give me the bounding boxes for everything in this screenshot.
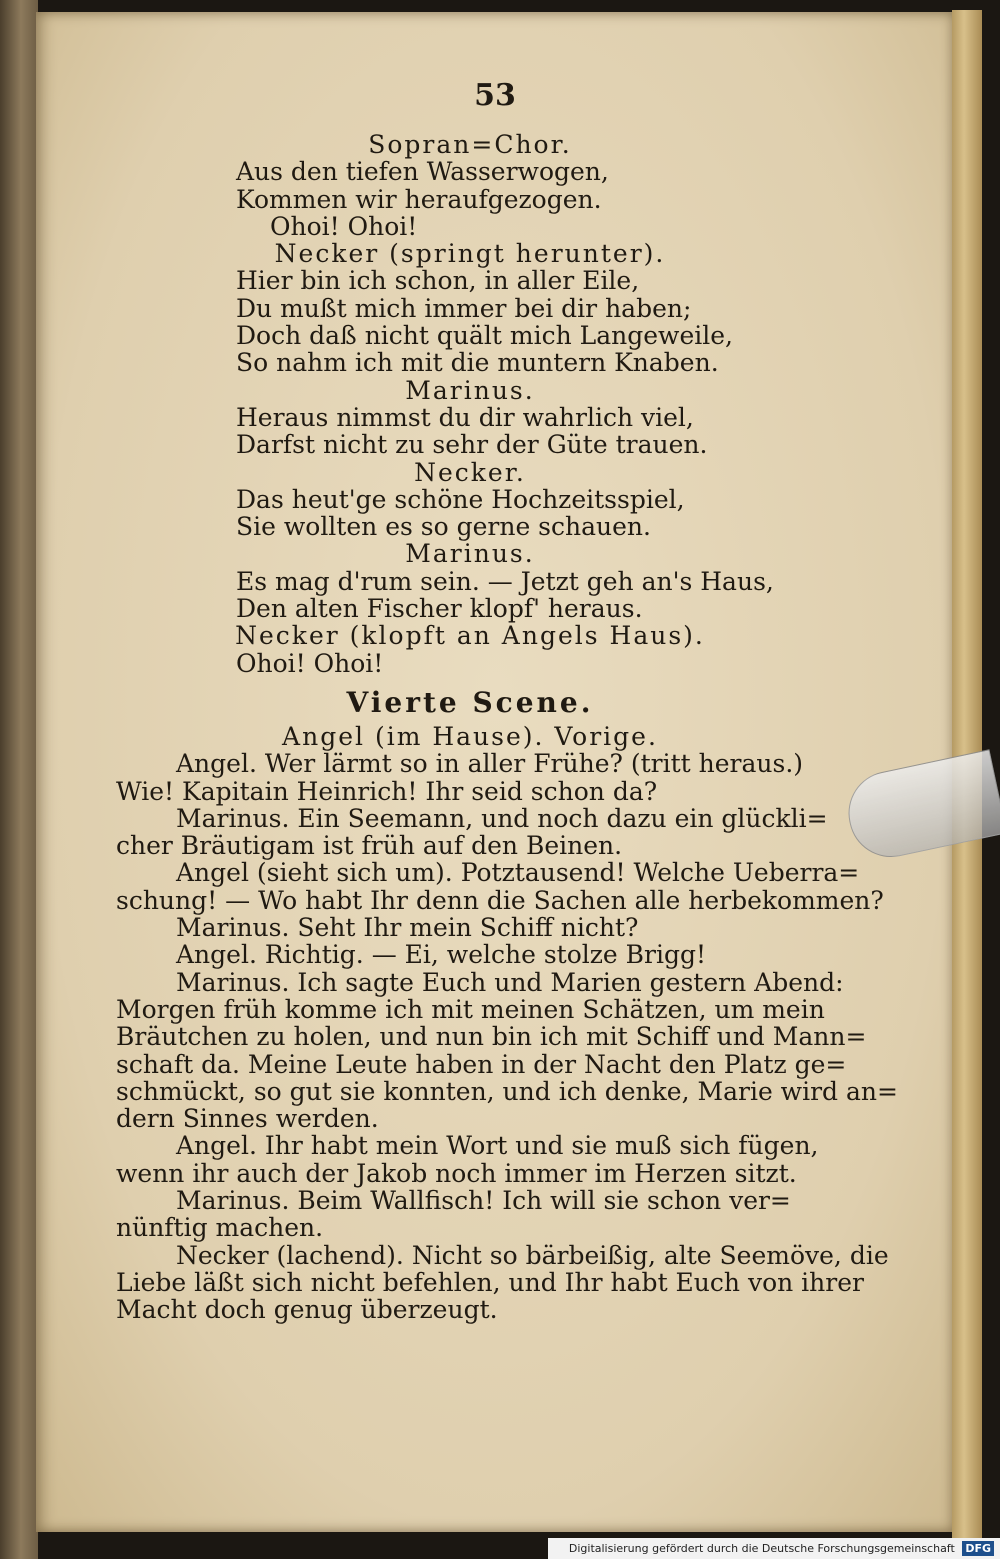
text-line: So nahm ich mit die muntern Knaben. <box>236 348 719 378</box>
text-line: Das heut'ge schöne Hochzeitsspiel, <box>236 484 685 514</box>
footer-credit <box>548 1538 1000 1559</box>
text-line: Ohoi! Ohoi! <box>236 648 384 678</box>
page-number: 53 <box>474 78 516 113</box>
text-line: nünftig machen. <box>116 1213 324 1243</box>
text-line: Es mag d'rum sein. — Jetzt geh an's Haus, <box>236 566 774 596</box>
text-line: Wie! Kapitain Heinrich! Ihr seid schon da? <box>116 776 658 806</box>
text-line: Darfst nicht zu sehr der Güte trauen. <box>236 430 708 460</box>
speaker-line: Necker. <box>414 457 526 487</box>
text-line: Heraus nimmst du dir wahrlich viel, <box>236 402 694 432</box>
text-line: Macht doch genug überzeugt. <box>116 1295 498 1325</box>
text-line: Du mußt mich immer bei dir haben; <box>236 293 692 323</box>
text-lines <box>110 130 898 1325</box>
text-line: cher Bräutigam ist früh auf den Beinen. <box>116 831 623 861</box>
text-line: Den alten Fischer klopf' heraus. <box>236 594 643 624</box>
speaker-line: Angel (im Hause). Vorige. <box>282 721 658 751</box>
dfg-logo: DFG <box>962 1541 994 1556</box>
scene-title: Vierte Scene. <box>346 685 594 719</box>
left-page-edge <box>0 0 38 1559</box>
text-line: dern Sinnes werden. <box>116 1104 379 1134</box>
speaker-line: Marinus. <box>405 539 535 569</box>
text-line: Marinus. Beim Wallfisch! Ich will sie schon ver= <box>176 1185 791 1215</box>
text-line: Aus den tiefen Wasserwogen, <box>236 157 609 187</box>
text-line: Bräutchen zu holen, und nun bin ich mit Schiff und Mann= <box>116 1022 867 1052</box>
text-line: schaft da. Meine Leute haben in der Nacht den Platz ge= <box>116 1049 847 1079</box>
speaker-line: Necker (klopft an Angels Haus). <box>235 621 705 651</box>
speaker-line: Sopran=Chor. <box>368 130 572 159</box>
text-line: Angel (sieht sich um). Potztausend! Welche Ueberra= <box>176 858 860 888</box>
credit-text: Digitalisierung gefördert durch die Deutsche Forschungsgemeinschaft <box>568 1542 955 1555</box>
text-line: Necker (lachend). Nicht so bärbeißig, alte Seemöve, die <box>176 1240 889 1270</box>
text-line: Angel. Ihr habt mein Wort und sie muß sich fügen, <box>176 1131 819 1161</box>
speaker-line: Marinus. <box>405 375 535 405</box>
text-line: Ohoi! Ohoi! <box>270 211 418 241</box>
speaker-line: Necker (springt herunter). <box>274 239 666 269</box>
text-line: Doch daß nicht quält mich Langeweile, <box>236 321 733 351</box>
text-line: schmückt, so gut sie konnten, und ich denke, Marie wird an= <box>116 1076 898 1106</box>
page-text <box>110 78 898 1325</box>
text-line: Marinus. Ich sagte Euch und Marien gestern Abend: <box>176 967 844 997</box>
text-line: Marinus. Seht Ihr mein Schiff nicht? <box>176 913 639 943</box>
text-line: Morgen früh komme ich mit meinen Schätzen, um mein <box>116 994 825 1024</box>
text-line: Liebe läßt sich nicht befehlen, und Ihr habt Euch von ihrer <box>116 1267 864 1297</box>
text-line: Angel. Richtig. — Ei, welche stolze Brigg! <box>176 940 707 970</box>
text-line: Marinus. Ein Seemann, und noch dazu ein glückli= <box>176 803 828 833</box>
text-line: Sie wollten es so gerne schauen. <box>236 512 651 542</box>
text-line: schung! — Wo habt Ihr denn die Sachen alle herbekommen? <box>116 885 884 915</box>
text-line: Kommen wir heraufgezogen. <box>236 184 602 214</box>
text-line: Hier bin ich schon, in aller Eile, <box>236 266 640 296</box>
text-line: wenn ihr auch der Jakob noch immer im Herzen sitzt. <box>116 1158 797 1188</box>
text-line: Angel. Wer lärmt so in aller Frühe? (tritt heraus.) <box>176 749 804 779</box>
